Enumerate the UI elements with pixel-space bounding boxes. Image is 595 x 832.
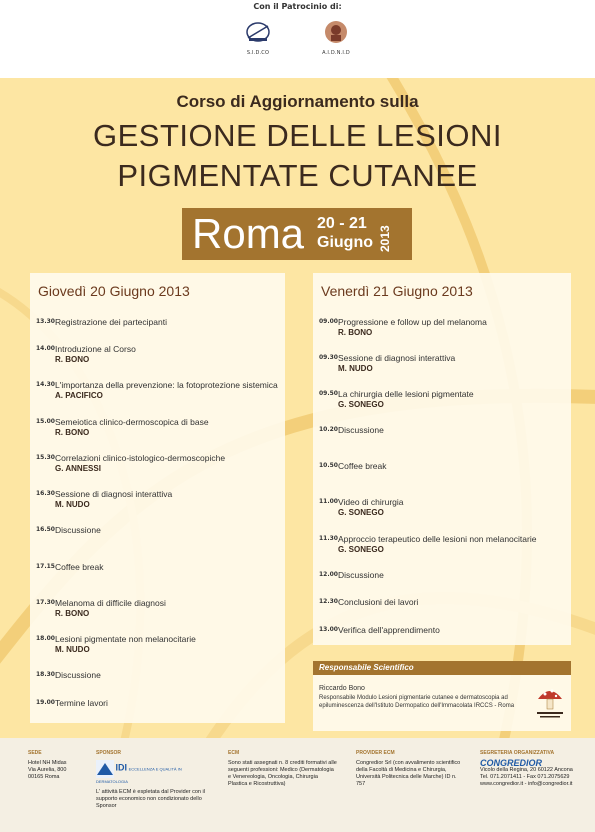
dates-month: Giugno	[317, 234, 373, 251]
idi-logo-subtext: ECCELLENZA E QUALITÀ IN DERMATOLOGIA	[96, 766, 182, 784]
schedule-activity: Semeiotica clinico-dermoscopica di base	[55, 417, 209, 427]
schedule-activity: Coffee break	[338, 461, 387, 471]
course-title-line1: GESTIONE DELLE LESIONI	[93, 118, 502, 153]
responsabile-box	[313, 661, 571, 731]
schedule-time: 17.15	[36, 563, 55, 570]
footer-sede	[28, 750, 88, 781]
schedule-activity: La chirurgia delle lesioni pigmentate	[338, 389, 474, 399]
schedule-activity: Video di chirurgia	[338, 497, 404, 507]
sede-line: 00165 Roma	[28, 774, 60, 780]
city-label: Roma	[192, 210, 305, 257]
footer-segreteria	[480, 750, 588, 788]
footer	[0, 738, 595, 832]
mushroom-logo-icon	[535, 683, 565, 719]
ecm-heading: ECM	[228, 750, 240, 756]
sidco-caption: S.I.D.CO	[246, 50, 270, 56]
schedule-time: 13.30	[36, 318, 55, 325]
dates-label	[317, 214, 373, 252]
schedule-speaker: R. BONO	[55, 428, 90, 437]
sponsor-heading: SPONSOR	[96, 750, 122, 756]
dates-days: 20 - 21	[317, 215, 367, 232]
schedule-time: 10.50	[319, 462, 338, 469]
responsabile-name: Riccardo Bono	[319, 685, 365, 692]
schedule-time: 14.30	[36, 381, 55, 388]
schedule-speaker: M. NUDO	[55, 500, 90, 509]
schedule-time: 16.30	[36, 490, 55, 497]
idi-logo-text: IDI	[115, 762, 128, 773]
schedule-speaker: M. NUDO	[338, 364, 373, 373]
sede-heading: SEDE	[28, 750, 42, 756]
poster	[0, 78, 595, 738]
sidco-logo	[228, 20, 288, 56]
schedule-activity: Verifica dell'apprendimento	[338, 625, 440, 635]
schedule-time: 09.30	[319, 354, 338, 361]
congredior-logo: CONGREDIOR	[480, 758, 543, 768]
schedule-time: 19.00	[36, 699, 55, 706]
footer-ecm	[228, 750, 338, 788]
schedule-speaker: G. SONEGO	[338, 400, 384, 409]
schedule-speaker: R. BONO	[338, 328, 373, 337]
header	[0, 0, 595, 78]
day1-heading: Giovedì 20 Giugno 2013	[38, 283, 190, 299]
schedule-time: 12.00	[319, 571, 338, 578]
schedule-activity: Approccio terapeutico delle lesioni non melanocitarie	[338, 534, 537, 544]
segreteria-line: Tel. 071.2071411 - Fax 071.2075629	[480, 774, 570, 780]
schedule-activity: Sessione di diagnosi interattiva	[55, 489, 173, 499]
location-banner	[182, 208, 412, 260]
schedule-time: 12.30	[319, 598, 338, 605]
footer-sponsor	[96, 750, 208, 810]
sede-line: Via Aurelia, 800	[28, 767, 67, 773]
schedule-speaker: M. NUDO	[55, 645, 90, 654]
schedule-time: 11.30	[319, 535, 338, 542]
schedule-day2	[313, 273, 571, 645]
schedule-activity: Sessione di diagnosi interattiva	[338, 353, 456, 363]
provider-text: Congredior Srl (con avvalimento scientifico della Facoltà di Medicina e Chirurgia, Università Politecnica delle Marche) ID n. 757	[356, 760, 461, 787]
schedule-time: 14.00	[36, 345, 55, 352]
aidnid-emblem-icon	[322, 20, 350, 44]
schedule-time: 13.00	[319, 626, 338, 633]
schedule-activity: Discussione	[55, 670, 101, 680]
schedule-time: 09.00	[319, 318, 338, 325]
schedule-activity: Melanoma di difficile diagnosi	[55, 598, 166, 608]
schedule-activity: Discussione	[55, 525, 101, 535]
idi-logo-icon	[96, 760, 114, 778]
course-title-line2: PIGMENTATE CUTANEE	[117, 158, 478, 193]
schedule-activity: L'importanza della prevenzione: la fotoprotezione sistemica	[55, 380, 278, 390]
schedule-speaker: G. SONEGO	[338, 508, 384, 517]
responsabile-description: Responsabile Modulo Lesioni pigmentarie cutanee e dermatoscopia ad epiluminescenza dell'Istituto Dermopatico dell'Immacolata IRCCS - Roma	[319, 695, 515, 709]
schedule-activity: Conclusioni dei lavori	[338, 597, 419, 607]
aidnid-logo	[306, 20, 366, 56]
schedule-speaker: G. SONEGO	[338, 545, 384, 554]
schedule-activity: Introduzione al Corso	[55, 344, 136, 354]
sponsor-note: L' attività ECM è espletata dal Provider con il supporto economico non condizionato dello Sponsor	[96, 789, 205, 809]
year-label: 2013	[378, 225, 392, 252]
sidco-emblem-icon	[244, 20, 272, 44]
schedule-day1	[30, 273, 285, 723]
segreteria-line: Vicolo della Regina, 20 60122 Ancona	[480, 767, 573, 773]
schedule-time: 15.30	[36, 454, 55, 461]
schedule-speaker: R. BONO	[55, 609, 90, 618]
segreteria-heading: SEGRETERIA ORGANIZZATIVA	[480, 750, 555, 756]
schedule-time: 15.00	[36, 418, 55, 425]
course-subtitle: Corso di Aggiornamento sulla	[176, 92, 419, 111]
schedule-activity: Discussione	[338, 425, 384, 435]
schedule-time: 10.20	[319, 426, 338, 433]
schedule-activity: Lesioni pigmentate non melanocitarie	[55, 634, 196, 644]
schedule-speaker: G. ANNESSI	[55, 464, 101, 473]
footer-provider	[356, 750, 461, 788]
idi-logo	[96, 760, 208, 786]
schedule-time: 09.50	[319, 390, 338, 397]
schedule-activity: Termine lavori	[55, 698, 108, 708]
provider-heading: PROVIDER ECM	[356, 750, 395, 756]
aidnid-caption: A.I.D.N.I.D	[322, 50, 350, 56]
schedule-activity: Coffee break	[55, 562, 104, 572]
schedule-time: 18.30	[36, 671, 55, 678]
schedule-activity: Discussione	[338, 570, 384, 580]
schedule-speaker: R. BONO	[55, 355, 90, 364]
patrocinio-label: Con il Patrocinio di:	[253, 2, 342, 11]
schedule-speaker: A. PACIFICO	[55, 391, 103, 400]
schedule-time: 18.00	[36, 635, 55, 642]
segreteria-line: www.congredior.it - info@congredior.it	[480, 781, 573, 787]
sede-line: Hotel NH Midas	[28, 760, 67, 766]
schedule-time: 16.50	[36, 526, 55, 533]
responsabile-heading: Responsabile Scientifico	[313, 661, 571, 675]
schedule-activity: Progressione e follow up del melanoma	[338, 317, 487, 327]
day2-heading: Venerdì 21 Giugno 2013	[321, 283, 473, 299]
schedule-time: 17.30	[36, 599, 55, 606]
schedule-activity: Correlazioni clinico-istologico-dermoscopiche	[55, 453, 226, 463]
schedule-time: 11.00	[319, 498, 338, 505]
schedule-activity: Registrazione dei partecipanti	[55, 317, 167, 327]
ecm-text: Sono stati assegnati n. 8 crediti formativi alle seguenti professioni: Medico (Dermatologia e Venereologia, Oncologia, Chirurgia Plastica e Ricostruttiva)	[228, 760, 337, 787]
